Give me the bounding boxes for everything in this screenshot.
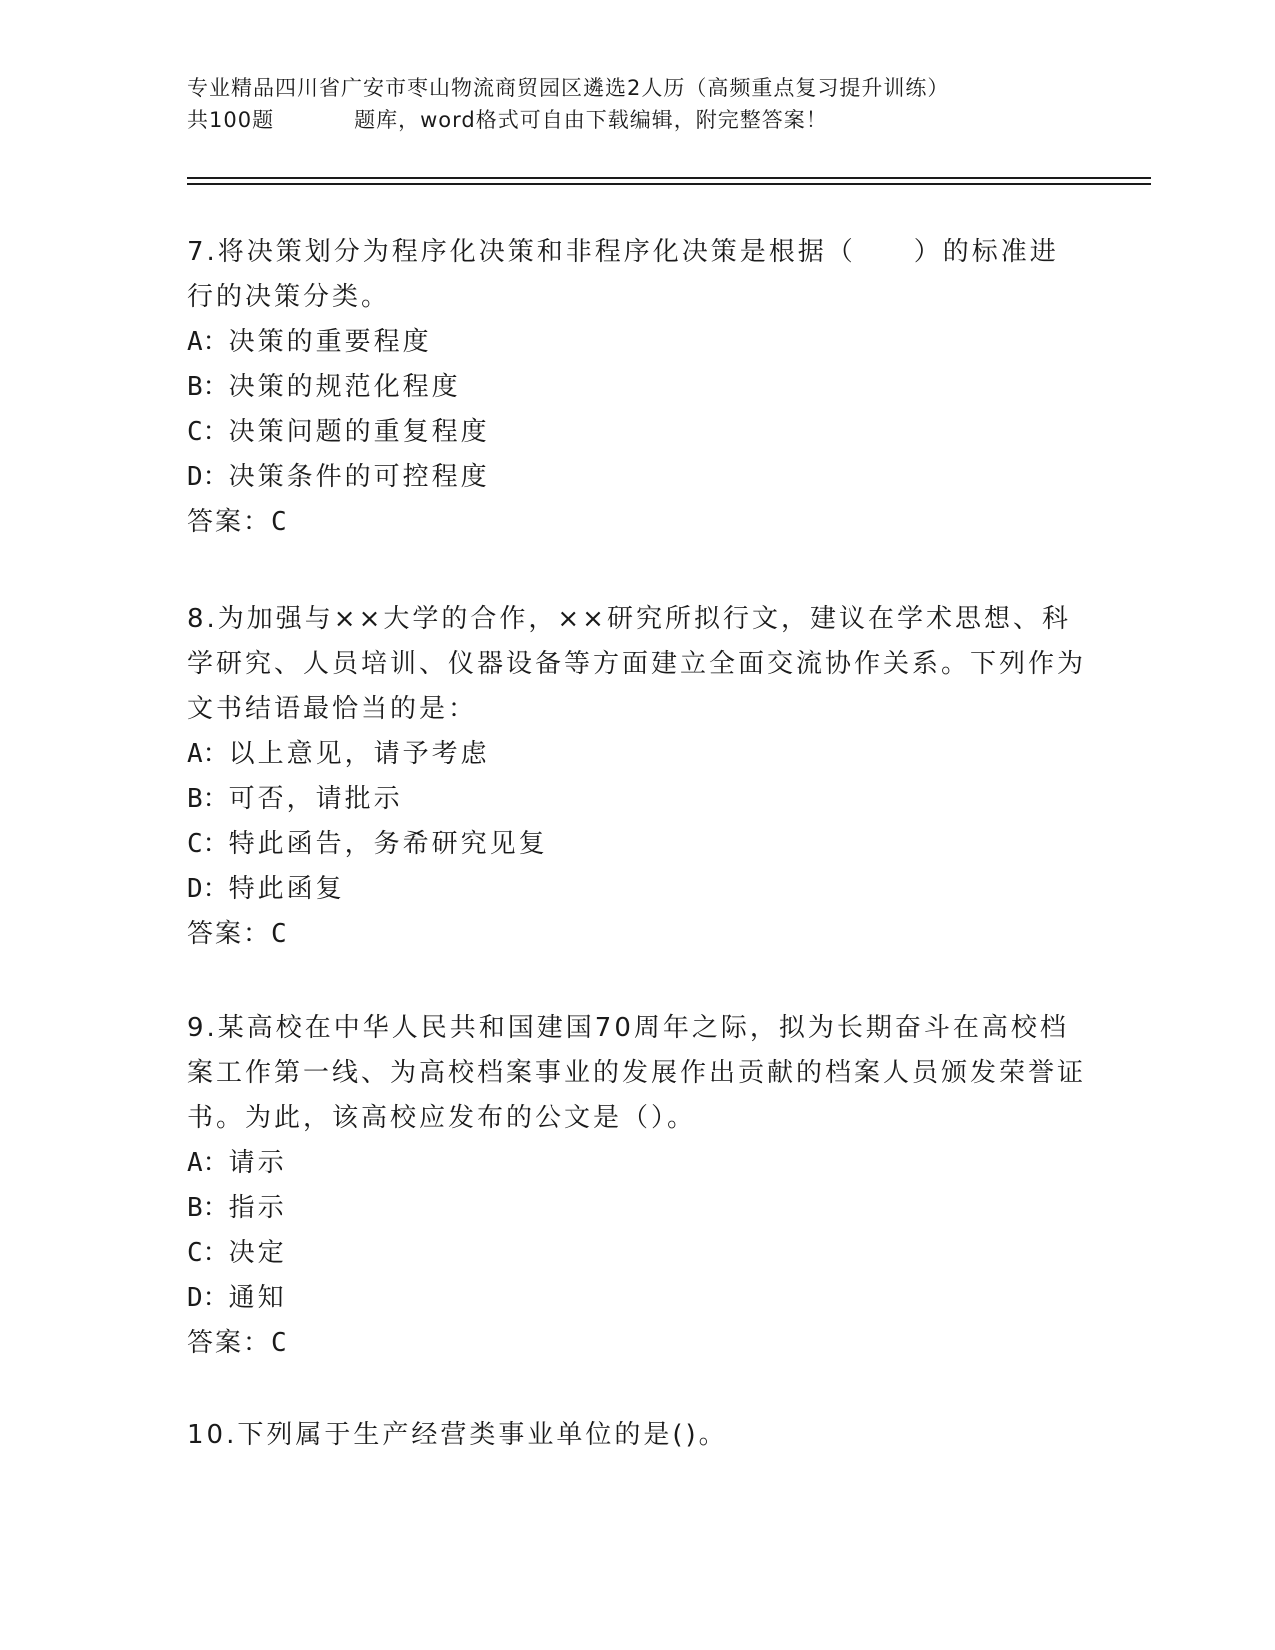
option-text: 特此函告，务希研究见复 [228,829,548,859]
option-key: B： [187,1193,229,1223]
option-key: D： [187,1283,229,1313]
option-key: C： [187,1238,229,1268]
question-8 [187,597,1087,957]
option-text: 请示 [228,1148,287,1178]
option-key: D： [187,874,229,904]
option-text: 以上意见，请予考虑 [228,739,490,769]
question-10 [187,1413,1087,1458]
option-text: 指示 [228,1193,287,1223]
option-b [187,777,1087,822]
header-description: 题库，word格式可自由下载编辑，附完整答案！ [354,108,828,132]
option-c [187,410,1087,455]
header-title: 专业精品四川省广安市枣山物流商贸园区遴选2人历（高频重点复习提升训练） [187,76,950,100]
option-a [187,1141,1087,1186]
option-key: A： [187,739,229,769]
option-d [187,867,1087,912]
answer-label: 答案： [187,919,272,949]
option-text: 决策问题的重复程度 [228,417,490,447]
option-c [187,1231,1087,1276]
option-key: B： [187,784,229,814]
option-d [187,1276,1087,1321]
option-text: 特此函复 [228,874,345,904]
question-text: 8.为加强与××大学的合作，××研究所拟行文，建议在学术思想、科学研究、人员培训、仪器设备等方面建立全面交流协作关系。下列作为文书结语最恰当的是： [187,604,1087,724]
question-text: 7.将决策划分为程序化决策和非程序化决策是根据（ ）的标准进行的决策分类。 [187,237,1059,312]
answer-value: C [271,507,289,537]
answer-value: C [271,919,289,949]
option-c [187,822,1087,867]
question-text: 10.下列属于生产经营类事业单位的是()。 [187,1420,728,1450]
option-key: B： [187,372,229,402]
answer-label: 答案： [187,507,272,537]
option-b [187,365,1087,410]
question-7 [187,230,1087,545]
answer-label: 答案： [187,1328,272,1358]
answer [187,1321,1087,1366]
option-key: A： [187,1148,229,1178]
option-text: 决策的规范化程度 [228,372,461,402]
option-key: C： [187,829,229,859]
option-key: C： [187,417,229,447]
option-key: D： [187,462,229,492]
option-text: 决定 [228,1238,287,1268]
answer-value: C [271,1328,289,1358]
question-text: 9.某高校在中华人民共和国建国70周年之际，拟为长期奋斗在高校档案工作第一线、为高校档案事业的发展作出贡献的档案人员颁发荣誉证书。为此，该高校应发布的公文是（）。 [187,1013,1087,1133]
question-count: 共100题 [187,108,275,132]
option-d [187,455,1087,500]
header-divider-bottom [187,183,1151,185]
answer [187,912,1087,957]
option-text: 决策的重要程度 [228,327,432,357]
header-subtitle [187,104,1087,136]
option-key: A： [187,327,229,357]
header-divider-top [187,177,1151,179]
answer [187,500,1087,545]
option-b [187,1186,1087,1231]
option-text: 通知 [228,1283,287,1313]
document-header [187,72,1087,136]
option-text: 可否，请批示 [228,784,403,814]
option-a [187,320,1087,365]
option-a [187,732,1087,777]
option-text: 决策条件的可控程度 [228,462,490,492]
question-9 [187,1006,1087,1366]
